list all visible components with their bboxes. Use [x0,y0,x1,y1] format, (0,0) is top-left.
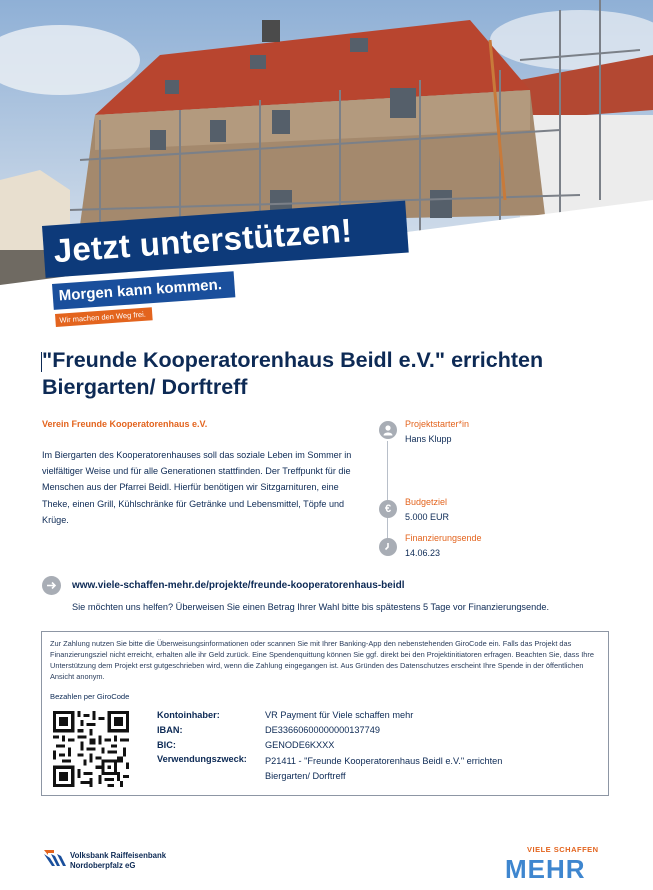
fact-label-budget: Budgetziel [405,497,448,507]
project-link[interactable]: www.viele-schaffen-mehr.de/projekte/freunde-kooperatorenhaus-beidl [72,580,405,591]
girocode-qr [53,711,129,787]
arrow-right-icon[interactable] [42,576,61,595]
girocode-label: Bezahlen per GiroCode [50,692,130,701]
label-iban: IBAN: [157,725,183,735]
logo-mehr: MEHR [505,854,586,884]
fact-value-budget: 5.000 EUR [405,512,450,522]
subline-banner: Morgen kann kommen. [52,271,235,310]
logo-viele-schaffen: VIELE SCHAFFEN [527,845,599,854]
project-description: Im Biergarten des Kooperatorenhauses soll das soziale Leben im Sommer in vielfältiger Weise und für alle Generationen stattfinden. Der Treffpunkt für die Menschen aus der Pfarrei Beidl. Hierfür benötigen wir Sitzgarnituren, eine Theke, einen Grill, Kühlschränke für Getränke und Lebensmittel, Töpfe und Krüge. [42,450,352,525]
payment-info: Zur Zahlung nutzen Sie bitte die Überweisungsinformationen oder scannen Sie mit Ihrer Banking-App den nebenstehenden GiroCode ein. Falls das Projekt das Finanzierungsziel nicht erreicht, erhalten alle ihr Geld zurück. Eine Spendenquittung können Sie ggf. direkt bei den Projektinitiatoren erfragen. Beachten Sie, dass Ihre Unterstützung dem Projekt erst gutgeschrieben wird, wenn die Zahlung eingegangen ist. Aus Gründen des Datenschutzes erscheint Ihre Spende in der öffentlichen Ansicht anonym. [50,639,594,681]
volksbank-logo-icon [44,850,66,873]
value-verwendungszweck: P21411 - "Freunde Kooperatorenhaus Beidl e.V." errichten Biergarten/ Dorftreff [265,756,503,781]
label-verwendungszweck: Verwendungszweck: [157,754,247,764]
label-bic: BIC: [157,740,176,750]
help-text: Sie möchten uns helfen? Überweisen Sie einen Betrag Ihrer Wahl bitte bis spätestens 5 Tage vor Finanzierungsende. [72,602,550,612]
tagline-banner: Wir machen den Weg frei. [55,307,153,327]
label-kontoinhaber: Kontoinhaber: [157,710,220,720]
fact-value-starter: Hans Klupp [405,434,452,444]
headline-banner: Jetzt unterstützen! [42,201,409,278]
value-iban: DE33660600000000137749 [265,725,380,735]
timeline-line [387,441,388,546]
person-icon [379,421,397,439]
fact-label-starter: Projektstarter*in [405,419,470,429]
clock-icon [379,538,397,556]
organisation-name: Verein Freunde Kooperatorenhaus e.V. [42,419,208,429]
euro-icon: € [379,500,397,518]
bank-name-line1: Volksbank Raiffeisenbank [70,851,167,860]
value-bic: GENODE6KXXX [265,740,335,750]
bank-name [70,851,166,871]
bank-name-line2: Nordoberpfalz eG [70,861,136,870]
project-title: "Freunde Kooperatorenhaus Beidl e.V." errichten Biergarten/ Dorftreff [42,348,544,399]
fact-value-end: 14.06.23 [405,548,441,558]
value-kontoinhaber: VR Payment für Viele schaffen mehr [265,710,414,720]
fact-label-end: Finanzierungsende [405,533,482,543]
